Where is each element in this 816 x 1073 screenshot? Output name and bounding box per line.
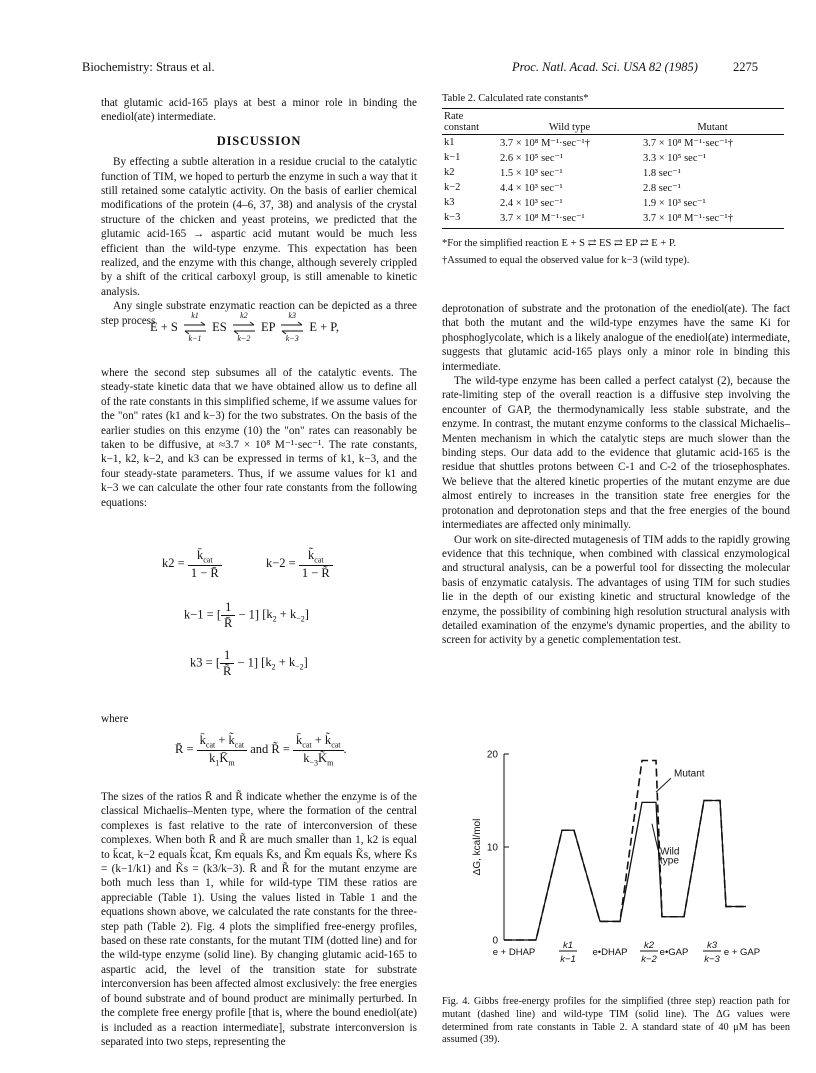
table-2 [442, 92, 788, 267]
x-state-label: e•GAP [659, 947, 689, 958]
y-tick-label: 20 [486, 749, 498, 761]
step-rate-reverse: k−1 [560, 954, 576, 965]
right-para-2: Our work on site-directed mutagenesis of TIM adds to the rapidly growing evidence that this technique, when combined with classical enzymological and structural analysis, can be a powerful tool for dissecting the molecular basis of enzymatic catalysis. The advantages of using TIM for such studies lie in the depth of our existing kinetic and structural knowledge of the enzyme, the possibility of combining high resolution structural analysis with detailed examination of the enzyme's dynamic properties, and the ability to screen for activity by a genetic complementation test. [442, 533, 790, 647]
table-footnote-1: *For the simplified reaction E + S ⇄ ES ⇄ EP ⇄ E + P. [442, 237, 677, 249]
right-column [442, 302, 790, 648]
col-header-rate: Rate constant [442, 109, 498, 135]
step-rate-forward: k1 [562, 940, 574, 951]
equation-k3: k3 = [ $\frac{1}{R̃}$ − 1] $[k_2 + k_{-2}]$ [190, 648, 308, 678]
table-body [442, 135, 784, 229]
equation-k-minus-1: k−1 = [ $\frac{1}{R̄}$ − 1] $[k_2 + k_{-2}]$ [184, 600, 309, 630]
table-row: k−2 4.4 × 10³ sec⁻¹ 2.8 sec⁻¹ [444, 181, 681, 194]
equation-ratios: R̄ = $\frac{k̄_{cat} + k̃_{cat}}{k_1K̄_m}$ and R̃ = $\frac{k̄_{cat} + k̃_{cat}}{k_{-3}K̃_m}$ . [175, 733, 347, 767]
y-axis-label: ΔG, kcal/mol [472, 818, 483, 876]
section-heading: DISCUSSION [216, 133, 302, 148]
x-state-label: e + DHAP [492, 947, 536, 958]
equilibrium-arrow-2: k2 k−2 [232, 321, 256, 335]
right-para-1: The wild-type enzyme has been called a perfect catalyst (2), because the rate-limiting step of the overall reaction is a diffusive step involving the encounter of GAP, the thermodynamically less stable substrate, and the enzyme. In contrast, the mutant enzyme conforms to the classical Michaelis–Menten mechanism in which the catalytic steps are much slower than the binding steps. Our data add to the evidence that glutamic acid-165 is the residue that shuttles protons between C-1 and C-2 of the triosephosphates. We believe that the altered kinetic properties of the mutant enzyme are due almost entirely to increases in the transition state free energies for the protonation and deprotonation steps and that the free energies of the bound intermediates are affected only minimally. [442, 375, 790, 532]
left-column-2 [101, 366, 417, 510]
table-row: k2 1.5 × 10³ sec⁻¹ 1.8 sec⁻¹ [444, 166, 681, 179]
x-state-label: e•DHAP [592, 947, 628, 958]
left-column [101, 96, 417, 328]
step-rate-reverse: k−2 [641, 954, 657, 965]
label-mutant: Mutant [674, 768, 705, 780]
col-header-mutant: Mutant [641, 109, 784, 135]
page-number: 2275 [733, 60, 758, 74]
equation-k-minus-2: k−2 = $\frac{k̃_{cat}}{1 - R̃}$ [266, 548, 333, 581]
mutant-leader-line [656, 778, 671, 792]
figure-caption: Fig. 4. Gibbs free-energy profiles for the simplified (three step) reaction path for mutant (dashed line) and wild-type TIM (solid line). The ΔG values were determined from rate constants in Table 2. A standard state of 40 μM has been assumed (39). [442, 996, 790, 1046]
equilibrium-arrow-1: k1 k−1 [183, 321, 207, 335]
table-footnote-2: †Assumed to equal the observed value for k−3 (wild type). [442, 254, 690, 266]
step-rate-forward: k2 [643, 940, 655, 951]
col-header-wild: Wild type [498, 109, 641, 135]
reaction-scheme: E + S k1 k−1 ES k2 k−2 EP k3 k−3 E + P, [150, 311, 339, 344]
discussion-para-3: where the second step subsumes all of the catalytic events. The steady-state kinetic data that we have obtained allow us to define all of the rate constants in this simplified scheme, if we assume values for the "on" rates (k1 and k−3) for the two substrates. On the basis of the earlier studies on this enzyme (10) the "on" rates can reasonably be taken to be diffusive, at ≈3.7 × 10⁸ M⁻¹·sec⁻¹. The rate constants, k−1, k2, k−2, and k3 can be expressed in terms of k1, k−3, and the four steady-state parameters. Thus, if we assume values for k1 and k−3 we can calculate the other four rate constants from the following equations: [101, 367, 417, 509]
table-row: k−1 2.6 × 10⁵ sec⁻¹ 3.3 × 10⁵ sec⁻¹ [444, 151, 707, 164]
x-state-label: e + GAP [723, 947, 761, 958]
left-column-3 [101, 790, 417, 1049]
running-header-authors: Biochemistry: Straus et al. [82, 60, 215, 74]
y-tick-label: 10 [486, 842, 498, 854]
series-line-mutant [504, 761, 746, 940]
left-para-cont: that glutamic acid-165 plays at best a minor role in binding the enediol(ate) intermediate. [101, 97, 417, 124]
table-row: k−3 3.7 × 10⁸ M⁻¹·sec⁻¹ 3.7 × 10⁸ M⁻¹·sec⁻¹† [442, 210, 784, 228]
step-rate-forward: k3 [706, 940, 718, 951]
label-wild-type: type [660, 855, 679, 867]
y-tick-label: 0 [492, 935, 498, 947]
table-title: Table 2. Calculated rate constants* [442, 93, 589, 104]
step-rate-reverse: k−3 [704, 954, 720, 965]
equation-k2: k2 = $\frac{k̄_{cat}}{1 - R̄}$ [162, 548, 222, 581]
right-para-cont: deprotonation of substrate and the protonation of the enediol(ate). The fact that both the mutant and the wild-type enzymes have the same Ki for phosphoglycolate, which is a likely analogue of the enediol(ate) intermediate, suggests that glutamic acid-165 plays only a minor role in binding this intermediate. [442, 303, 790, 373]
discussion-para-4: The sizes of the ratios R̄ and R̃ indicate whether the enzyme is of the classical Michaelis–Menten type, where the formation of the central complexes is fast relative to the rate of interconversion of these complexes. When both R̄ and R̃ are much smaller than 1, k2 is equal to k̄cat, k−2 equals k̃cat, K̄m equals K̄s, and K̃m equals K̃s, where K̄s = (k−1/k1) and K̃s = (k3/k−3). R̄ and R̃ for the mutant enzyme are both much less than 1, while for wild-type TIM these ratios are appreciable (Table 1). Using the values listed in Table 1 and the equations shown above, we calculated the rate constants for the three-step path (Table 2). Fig. 4 plots the simplified free-energy profiles, based on these rate constants, for the mutant TIM (dotted line) and for the wild-type enzyme (solid line). By changing glutamic acid-165 to aspartic acid, the level of the transition state for substrate interconversion has been affected almost exclusively: the free energies of bound substrate and of bound product are minimally perturbed. In the complete free energy profile [that is, where the bound enediol(ate) is included as a reaction intermediate], substrate interconversion is separated into two steps, representing the [101, 791, 417, 1048]
equilibrium-arrow-3: k3 k−3 [280, 321, 304, 335]
where-word: where [101, 713, 129, 725]
figure-4 [442, 732, 790, 977]
table-row: k3 2.4 × 10³ sec⁻¹ 1.9 × 10³ sec⁻¹ [444, 196, 706, 209]
rate-constants-table [442, 108, 784, 229]
table-row: k1 3.7 × 10⁸ M⁻¹·sec⁻¹† 3.7 × 10⁸ M⁻¹·sec⁻¹† [444, 136, 733, 149]
discussion-para-1: By effecting a subtle alteration in a residue crucial to the catalytic function of TIM, we hoped to perturb the enzyme in such a way that it still retained some catalytic activity. On the basis of earlier chemical modifications of the protein (4–6, 37, 38) and analysis of the crystal structure of the chicken and yeast proteins, we predicted that the glutamic acid-165 → aspartic acid mutant would be much less efficient than the wild-type enzyme. This expectation has been realized, and the enzyme with this change, although severely crippled by a shift of the critical carboxyl group, is still amenable to kinetic analysis. [101, 156, 417, 298]
running-header-journal: Proc. Natl. Acad. Sci. USA 82 (1985) [512, 60, 698, 74]
label-wild: Wild [660, 846, 680, 858]
discussion-para-2: Any single substrate enzymatic reaction can be depicted as a three step process [101, 300, 417, 327]
free-energy-chart [442, 732, 790, 977]
